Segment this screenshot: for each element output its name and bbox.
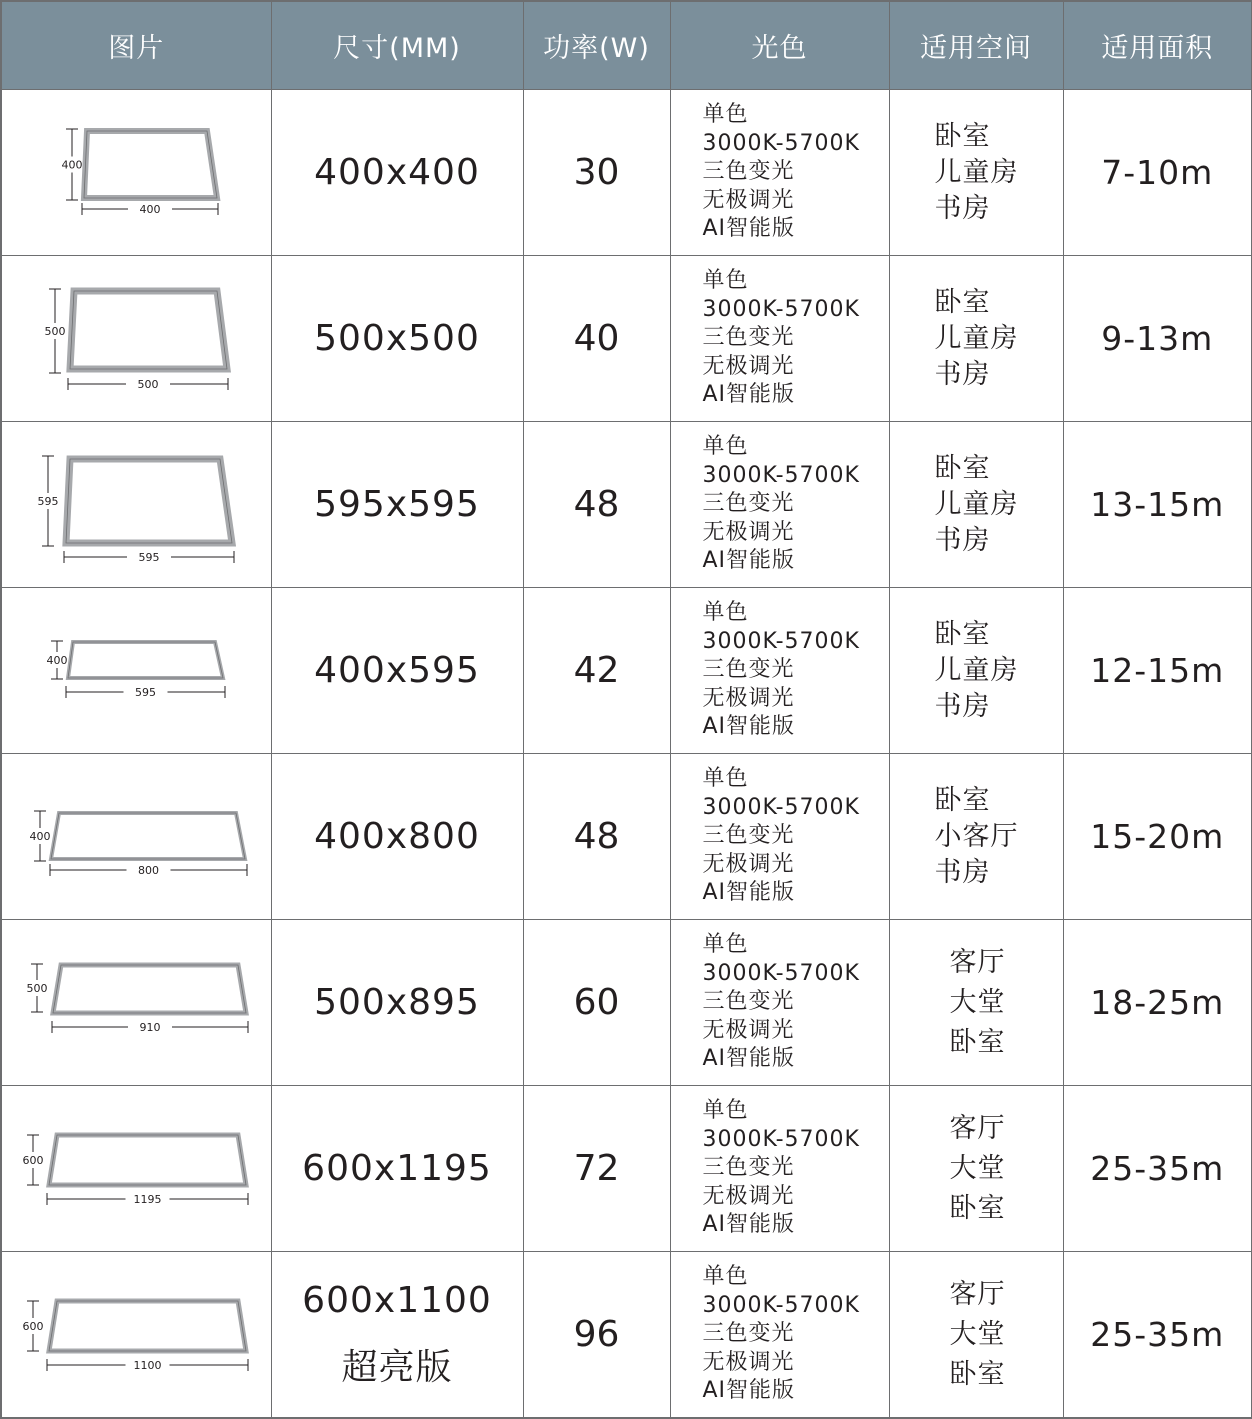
- space-item: 大堂: [949, 986, 1006, 1018]
- table-row: [1, 920, 1252, 1086]
- panel-diagram: [2, 1086, 271, 1251]
- size-cell: [271, 1086, 523, 1252]
- light-option: 无极调光: [702, 519, 795, 545]
- size-variant: 超亮版: [341, 1346, 453, 1388]
- area-cell: 12-15m: [1063, 588, 1252, 754]
- panel-image-cell: [1, 422, 271, 588]
- light-option: 3000K-5700K: [702, 462, 860, 488]
- power-cell: 48: [523, 422, 670, 588]
- space-item: 卧室: [934, 452, 991, 484]
- space-cell: [889, 90, 1063, 256]
- space-cell: [889, 422, 1063, 588]
- height-label: 400: [61, 158, 83, 172]
- space-item: 书房: [934, 358, 991, 390]
- table-row: [1, 1252, 1252, 1419]
- light-option: AI智能版: [702, 382, 796, 408]
- area-cell: 13-15m: [1063, 422, 1252, 588]
- light-option: 无极调光: [702, 685, 795, 711]
- table-row: [1, 422, 1252, 588]
- width-label: 1195: [133, 1193, 162, 1206]
- light-option: AI智能版: [702, 216, 796, 242]
- light-option: 无极调光: [702, 1349, 795, 1375]
- height-label: 595: [37, 495, 59, 508]
- width-label: 800: [138, 864, 159, 877]
- space-item: 卧室: [949, 1026, 1006, 1058]
- table-row: [1, 1086, 1252, 1252]
- light-option: 3000K-5700K: [702, 1126, 860, 1152]
- light-option: AI智能版: [702, 714, 796, 740]
- space-item: 卧室: [949, 1358, 1006, 1390]
- space-item: 书房: [934, 524, 991, 556]
- space-item: 卧室: [934, 120, 991, 152]
- light-cell: [670, 1086, 889, 1252]
- header-power: 功率(W): [523, 1, 670, 90]
- light-cell: [670, 256, 889, 422]
- space-item: 儿童房: [934, 488, 1019, 520]
- space-item: 书房: [934, 192, 991, 224]
- panel-image-cell: [1, 1086, 271, 1252]
- space-item: 大堂: [949, 1152, 1006, 1184]
- space-item: 儿童房: [934, 322, 1019, 354]
- header-light: 光色: [670, 1, 889, 90]
- width-label: 400: [139, 203, 161, 216]
- light-option: 三色变光: [702, 1321, 795, 1347]
- light-option: AI智能版: [702, 548, 796, 574]
- light-option: 三色变光: [702, 989, 795, 1015]
- area-cell: 25-35m: [1063, 1252, 1252, 1419]
- light-option: AI智能版: [702, 1378, 796, 1404]
- light-option: AI智能版: [702, 1212, 796, 1238]
- power-cell: 30: [523, 90, 670, 256]
- panel-image-cell: [1, 588, 271, 754]
- light-option: 3000K-5700K: [702, 628, 860, 654]
- size-cell: [271, 90, 523, 256]
- size-value: 400x595: [314, 650, 480, 691]
- light-option: 3000K-5700K: [702, 1292, 860, 1318]
- light-option: 3000K-5700K: [702, 130, 860, 156]
- light-option: 3000K-5700K: [702, 794, 860, 820]
- power-cell: 40: [523, 256, 670, 422]
- space-cell: [889, 256, 1063, 422]
- light-option: AI智能版: [702, 1046, 796, 1072]
- light-option: 三色变光: [702, 159, 795, 185]
- space-item: 儿童房: [934, 654, 1019, 686]
- light-cell: [670, 422, 889, 588]
- table-row: [1, 256, 1252, 422]
- light-option: 单色: [702, 932, 749, 958]
- light-option: 无极调光: [702, 851, 795, 877]
- panel-diagram: [2, 588, 271, 753]
- space-cell: [889, 754, 1063, 920]
- light-option: 单色: [702, 1264, 749, 1290]
- header-size: 尺寸(MM): [271, 1, 523, 90]
- size-cell: [271, 422, 523, 588]
- panel-diagram: [2, 90, 271, 255]
- area-cell: 9-13m: [1063, 256, 1252, 422]
- space-item: 书房: [934, 690, 991, 722]
- width-label: 595: [135, 686, 156, 699]
- height-label: 400: [29, 830, 51, 843]
- space-item: 客厅: [949, 1278, 1006, 1310]
- light-cell: [670, 90, 889, 256]
- height-label: 500: [26, 982, 48, 995]
- space-item: 客厅: [949, 946, 1006, 978]
- table-row: [1, 754, 1252, 920]
- header-row: [1, 1, 1252, 90]
- panel-diagram: [2, 1252, 271, 1417]
- space-item: 卧室: [934, 286, 991, 318]
- size-value: 400x800: [314, 816, 480, 857]
- size-value: 595x595: [314, 484, 480, 525]
- panel-image-cell: [1, 1252, 271, 1419]
- light-option: 三色变光: [702, 657, 795, 683]
- panel-image-cell: [1, 90, 271, 256]
- size-cell: [271, 256, 523, 422]
- table-row: [1, 588, 1252, 754]
- space-cell: [889, 588, 1063, 754]
- light-option: 3000K-5700K: [702, 960, 860, 986]
- space-item: 大堂: [949, 1318, 1006, 1350]
- light-cell: [670, 1252, 889, 1419]
- height-label: 600: [22, 1154, 44, 1167]
- header-image: 图片: [1, 1, 271, 90]
- size-cell: [271, 1252, 523, 1419]
- table-row: [1, 90, 1252, 256]
- size-cell: [271, 588, 523, 754]
- light-option: 三色变光: [702, 491, 795, 517]
- panel-image-cell: [1, 256, 271, 422]
- space-item: 卧室: [934, 618, 991, 650]
- space-cell: [889, 1086, 1063, 1252]
- light-option: AI智能版: [702, 880, 796, 906]
- header-area: 适用面积: [1063, 1, 1252, 90]
- height-label: 500: [44, 325, 66, 338]
- panel-diagram: [2, 256, 271, 421]
- light-cell: [670, 588, 889, 754]
- size-value: 400x400: [314, 152, 480, 193]
- space-item: 客厅: [949, 1112, 1006, 1144]
- power-cell: 42: [523, 588, 670, 754]
- panel-diagram: [2, 422, 271, 587]
- size-value: 600x1100: [302, 1279, 492, 1321]
- light-cell: [670, 920, 889, 1086]
- width-label: 595: [138, 551, 160, 564]
- height-label: 400: [46, 654, 68, 667]
- power-cell: 96: [523, 1252, 670, 1419]
- panel-image-cell: [1, 920, 271, 1086]
- light-option: 单色: [702, 766, 749, 792]
- width-label: 500: [137, 378, 159, 391]
- area-cell: 18-25m: [1063, 920, 1252, 1086]
- size-cell: [271, 754, 523, 920]
- height-label: 600: [22, 1320, 44, 1333]
- power-cell: 72: [523, 1086, 670, 1252]
- panel-image-cell: [1, 754, 271, 920]
- space-cell: [889, 920, 1063, 1086]
- area-cell: 15-20m: [1063, 754, 1252, 920]
- size-value: 600x1195: [302, 1148, 492, 1189]
- light-option: 无极调光: [702, 1017, 795, 1043]
- area-cell: 7-10m: [1063, 90, 1252, 256]
- panel-diagram: [2, 920, 271, 1085]
- light-option: 单色: [702, 268, 749, 294]
- light-option: 单色: [702, 434, 749, 460]
- space-item: 卧室: [934, 784, 991, 816]
- light-option: 单色: [702, 102, 749, 128]
- space-cell: [889, 1252, 1063, 1419]
- size-value: 500x895: [314, 982, 480, 1023]
- light-option: 无极调光: [702, 1183, 795, 1209]
- light-option: 无极调光: [702, 353, 795, 379]
- area-cell: 25-35m: [1063, 1086, 1252, 1252]
- light-option: 单色: [702, 600, 749, 626]
- light-option: 无极调光: [702, 187, 795, 213]
- light-option: 三色变光: [702, 1155, 795, 1181]
- width-label: 910: [139, 1021, 161, 1034]
- light-option: 3000K-5700K: [702, 296, 860, 322]
- size-value: 500x500: [314, 318, 480, 359]
- width-label: 1100: [133, 1359, 162, 1372]
- power-cell: 48: [523, 754, 670, 920]
- light-option: 单色: [702, 1098, 749, 1124]
- light-cell: [670, 754, 889, 920]
- panel-diagram: [2, 754, 271, 919]
- space-item: 卧室: [949, 1192, 1006, 1224]
- light-option: 三色变光: [702, 325, 795, 351]
- power-cell: 60: [523, 920, 670, 1086]
- space-item: 儿童房: [934, 156, 1019, 188]
- size-cell: [271, 920, 523, 1086]
- space-item: 小客厅: [934, 820, 1019, 852]
- space-item: 书房: [934, 856, 991, 888]
- header-space: 适用空间: [889, 1, 1063, 90]
- light-option: 三色变光: [702, 823, 795, 849]
